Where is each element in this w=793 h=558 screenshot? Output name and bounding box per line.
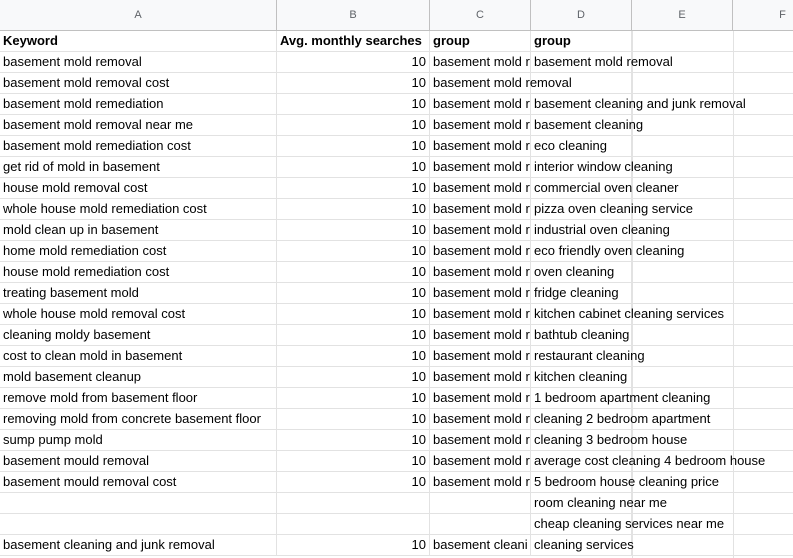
table-row xyxy=(0,52,793,73)
cell-searches[interactable]: 10 xyxy=(277,199,430,219)
cell-group-c[interactable]: basement mold r xyxy=(430,157,531,177)
cell-keyword[interactable]: mold clean up in basement xyxy=(0,220,277,240)
cell-keyword[interactable]: house mold remediation cost xyxy=(0,262,277,282)
cell-keyword[interactable]: basement mould removal xyxy=(0,451,277,471)
cell-searches[interactable]: 10 xyxy=(277,409,430,429)
cell-header-keyword[interactable]: Keyword xyxy=(0,31,277,51)
cell-searches[interactable]: 10 xyxy=(277,262,430,282)
cell-keyword[interactable]: basement mould removal cost xyxy=(0,472,277,492)
table-row xyxy=(0,73,793,94)
cell-searches[interactable]: 10 xyxy=(277,367,430,387)
cell-group-d[interactable]: oven cleaning xyxy=(531,262,632,282)
cell-group-c[interactable]: basement mold r xyxy=(430,115,531,135)
cell-group-d[interactable]: restaurant cleaning xyxy=(531,346,632,366)
cell-group-c[interactable]: basement mold r xyxy=(430,304,531,324)
table-row xyxy=(0,346,793,367)
table-row xyxy=(0,283,793,304)
cell-group-d[interactable]: cleaning 3 bedroom house xyxy=(531,430,632,450)
table-row xyxy=(0,178,793,199)
table-row xyxy=(0,262,793,283)
table-row xyxy=(0,136,793,157)
cell-group-d[interactable]: 5 bedroom house cleaning price xyxy=(531,472,632,492)
cell-group-d[interactable]: industrial oven cleaning xyxy=(531,220,632,240)
cell-keyword[interactable]: basement mold remediation xyxy=(0,94,277,114)
cell-group-c[interactable]: basement mold r xyxy=(430,136,531,156)
cell-keyword[interactable]: basement mold removal cost xyxy=(0,73,277,93)
column-header-e[interactable]: E xyxy=(632,0,733,30)
cell-searches[interactable]: 10 xyxy=(277,178,430,198)
cell-searches[interactable]: 10 xyxy=(277,52,430,72)
cell-group-c[interactable]: basement mold r xyxy=(430,241,531,261)
table-row xyxy=(0,220,793,241)
cell-group-d[interactable]: room cleaning near me xyxy=(531,493,632,513)
cell-group-d[interactable]: kitchen cleaning xyxy=(531,367,632,387)
cell-group-c[interactable]: basement mold r xyxy=(430,430,531,450)
table-row xyxy=(0,94,793,115)
column-header-a[interactable]: A xyxy=(0,0,277,30)
cell-header-searches[interactable]: Avg. monthly searches xyxy=(277,31,430,51)
column-header-row xyxy=(0,0,793,31)
table-row xyxy=(0,388,793,409)
cell-searches[interactable] xyxy=(277,493,430,513)
cell-group-d[interactable]: basement cleaning xyxy=(531,115,632,135)
cell-keyword[interactable]: get rid of mold in basement xyxy=(0,157,277,177)
table-row xyxy=(0,115,793,136)
cell-group-d[interactable]: cleaning 2 bedroom apartment xyxy=(531,409,632,429)
cell-keyword[interactable]: sump pump mold xyxy=(0,430,277,450)
cell-group-c[interactable]: basement mold r xyxy=(430,472,531,492)
cell-searches[interactable]: 10 xyxy=(277,325,430,345)
cell-keyword[interactable]: treating basement mold xyxy=(0,283,277,303)
cell-keyword[interactable]: basement mold remediation cost xyxy=(0,136,277,156)
cell-keyword[interactable] xyxy=(0,493,277,513)
cell-searches[interactable]: 10 xyxy=(277,94,430,114)
cell-searches[interactable]: 10 xyxy=(277,220,430,240)
cell-group-c[interactable]: basement mold r xyxy=(430,346,531,366)
table-row xyxy=(0,304,793,325)
table-row xyxy=(0,430,793,451)
table-row xyxy=(0,472,793,493)
cell-group-c[interactable]: basement mold r xyxy=(430,325,531,345)
cell-keyword[interactable]: remove mold from basement floor xyxy=(0,388,277,408)
cell-keyword[interactable]: basement cleaning and junk removal xyxy=(0,535,277,555)
cell-keyword[interactable] xyxy=(0,514,277,534)
cell-searches[interactable]: 10 xyxy=(277,283,430,303)
table-row xyxy=(0,493,793,514)
cell-group-c[interactable]: basement mold r xyxy=(430,178,531,198)
cell-searches[interactable]: 10 xyxy=(277,115,430,135)
cell-keyword[interactable]: whole house mold removal cost xyxy=(0,304,277,324)
table-row xyxy=(0,409,793,430)
column-header-b[interactable]: B xyxy=(277,0,430,30)
cell-group-c[interactable]: basement mold r xyxy=(430,388,531,408)
cell-group-d[interactable]: 1 bedroom apartment cleaning xyxy=(531,388,632,408)
cell-searches[interactable] xyxy=(277,514,430,534)
cell-group-d[interactable]: bathtub cleaning xyxy=(531,325,632,345)
cell-keyword[interactable]: whole house mold remediation cost xyxy=(0,199,277,219)
cell-group-c[interactable]: basement mold r xyxy=(430,367,531,387)
column-header-f[interactable]: F xyxy=(733,0,793,30)
cell-group-c[interactable]: basement mold r xyxy=(430,283,531,303)
cell-group-d[interactable]: cleaning services xyxy=(531,535,632,555)
cell-header-group-d[interactable]: group xyxy=(531,31,632,51)
cell-searches[interactable]: 10 xyxy=(277,388,430,408)
cell-searches[interactable]: 10 xyxy=(277,304,430,324)
cell-keyword[interactable]: cleaning moldy basement xyxy=(0,325,277,345)
cell-group-d[interactable]: interior window cleaning xyxy=(531,157,632,177)
cell-searches[interactable]: 10 xyxy=(277,241,430,261)
cell-group-c[interactable]: basement cleani xyxy=(430,535,531,555)
cell-group-c[interactable]: basement mold r xyxy=(430,220,531,240)
cell-group-c[interactable] xyxy=(430,493,531,513)
cell-group-d[interactable]: fridge cleaning xyxy=(531,283,632,303)
cell-group-c[interactable]: basement mold r xyxy=(430,262,531,282)
cell-searches[interactable]: 10 xyxy=(277,346,430,366)
column-header-c[interactable]: C xyxy=(430,0,531,30)
cell-keyword[interactable]: basement mold removal near me xyxy=(0,115,277,135)
cell-searches[interactable]: 10 xyxy=(277,136,430,156)
cell-keyword[interactable]: removing mold from concrete basement floor xyxy=(0,409,277,429)
cell-searches[interactable]: 10 xyxy=(277,451,430,471)
cell-group-d[interactable]: basement mold removal xyxy=(531,52,632,72)
cell-keyword[interactable]: cost to clean mold in basement xyxy=(0,346,277,366)
cell-keyword[interactable]: house mold removal cost xyxy=(0,178,277,198)
cell-header-group-c[interactable]: group xyxy=(430,31,531,51)
cell-group-d[interactable]: eco cleaning xyxy=(531,136,632,156)
cell-group-c[interactable]: basement mold r xyxy=(430,52,531,72)
table-row xyxy=(0,367,793,388)
cell-keyword[interactable]: basement mold removal xyxy=(0,52,277,72)
cell-group-c[interactable]: basement mold r xyxy=(430,409,531,429)
cell-group-c[interactable] xyxy=(430,514,531,534)
cell-searches[interactable]: 10 xyxy=(277,157,430,177)
column-header-d[interactable]: D xyxy=(531,0,632,30)
cell-group-d[interactable]: kitchen cabinet cleaning services xyxy=(531,304,632,324)
table-row xyxy=(0,241,793,262)
cell-keyword[interactable]: mold basement cleanup xyxy=(0,367,277,387)
cell-searches[interactable]: 10 xyxy=(277,73,430,93)
cell-searches[interactable]: 10 xyxy=(277,472,430,492)
cell-group-d[interactable]: basement cleaning and junk removal xyxy=(531,94,632,114)
cell-group-c[interactable]: basement mold r xyxy=(430,199,531,219)
cell-searches[interactable]: 10 xyxy=(277,535,430,555)
cell-group-c[interactable]: basement mold removal xyxy=(430,73,531,93)
cell-group-c[interactable]: basement mold r xyxy=(430,94,531,114)
table-row xyxy=(0,157,793,178)
cell-group-d[interactable]: pizza oven cleaning service xyxy=(531,199,632,219)
cell-group-d[interactable]: cheap cleaning services near me xyxy=(531,514,632,534)
cell-keyword[interactable]: home mold remediation cost xyxy=(0,241,277,261)
cell-searches[interactable]: 10 xyxy=(277,430,430,450)
cell-group-d[interactable]: eco friendly oven cleaning xyxy=(531,241,632,261)
table-row xyxy=(0,199,793,220)
table-row xyxy=(0,451,793,472)
cell-group-d[interactable]: commercial oven cleaner xyxy=(531,178,632,198)
table-row xyxy=(0,514,793,535)
table-row xyxy=(0,325,793,346)
table-row-header xyxy=(0,31,793,52)
cell-group-d[interactable]: average cost cleaning 4 bedroom house xyxy=(531,451,632,471)
table-row xyxy=(0,535,793,556)
cell-group-d[interactable] xyxy=(531,73,632,93)
cell-group-c[interactable]: basement mold r xyxy=(430,451,531,471)
